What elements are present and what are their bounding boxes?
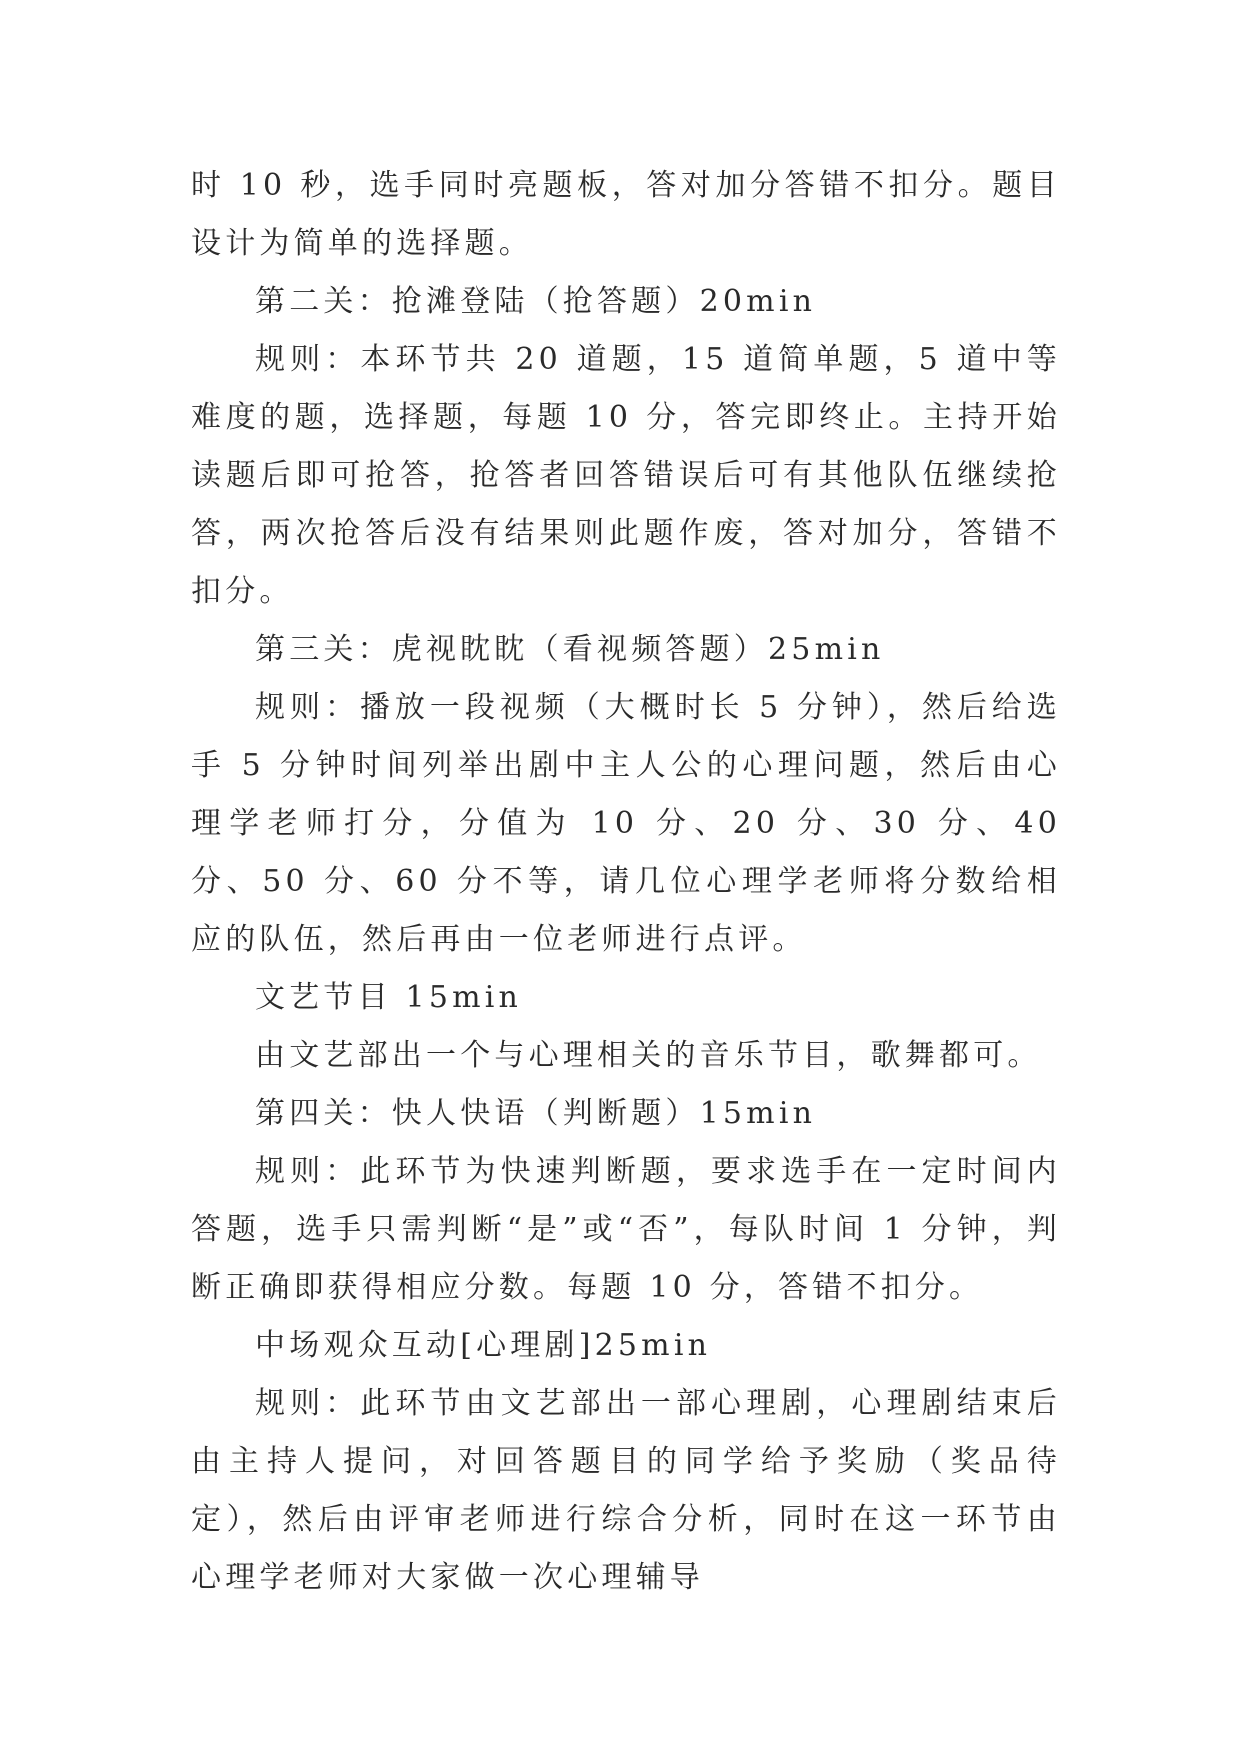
paragraph-stage-four-rules: 规则：此环节为快速判断题，要求选手在一定时间内答题，选手只需判断“是”或“否”，每队时间 1 分钟，判断正确即获得相应分数。每题 10 分，答错不扣分。	[191, 1154, 1061, 1305]
heading-stage-three: 第三关：虎视眈眈（看视频答题）25min	[255, 632, 885, 667]
paragraph-stage-two-rules: 规则：本环节共 20 道题，15 道简单题，5 道中等难度的题，选择题，每题 10 分，答完即终止。主持开始读题后即可抢答，抢答者回答错误后可有其他队伍继续抢答，两次抢答后没有结果则此题作废，答对加分，答错不扣分。	[191, 342, 1061, 609]
heading-audience-interaction: 中场观众互动[心理剧]25min	[255, 1328, 712, 1363]
paragraph-performance: 由文艺部出一个与心理相关的音乐节目，歌舞都可。	[255, 1038, 1042, 1073]
heading-stage-two: 第二关：抢滩登陆（抢答题）20min	[255, 284, 817, 319]
paragraph-stage-three-rules: 规则：播放一段视频（大概时长 5 分钟），然后给选手 5 分钟时间列举出剧中主人公的心理问题，然后由心理学老师打分，分值为 10 分、20 分、30 分、40 分、50 分、60 分不等，请几位心理学老师将分数给相应的队伍，然后再由一位老师进行点评。	[191, 690, 1061, 957]
paragraph-audience-interaction-rules: 规则：此环节由文艺部出一部心理剧，心理剧结束后由主持人提问，对回答题目的同学给予奖励（奖品待定），然后由评审老师进行综合分析，同时在这一环节由心理学老师对大家做一次心理辅导	[191, 1386, 1061, 1595]
paragraph-rule-continuation: 时 10 秒，选手同时亮题板，答对加分答错不扣分。题目设计为简单的选择题。	[191, 168, 1061, 261]
heading-stage-four: 第四关：快人快语（判断题）15min	[255, 1096, 817, 1131]
heading-performance: 文艺节目 15min	[255, 980, 523, 1015]
document-body	[191, 157, 1061, 1607]
